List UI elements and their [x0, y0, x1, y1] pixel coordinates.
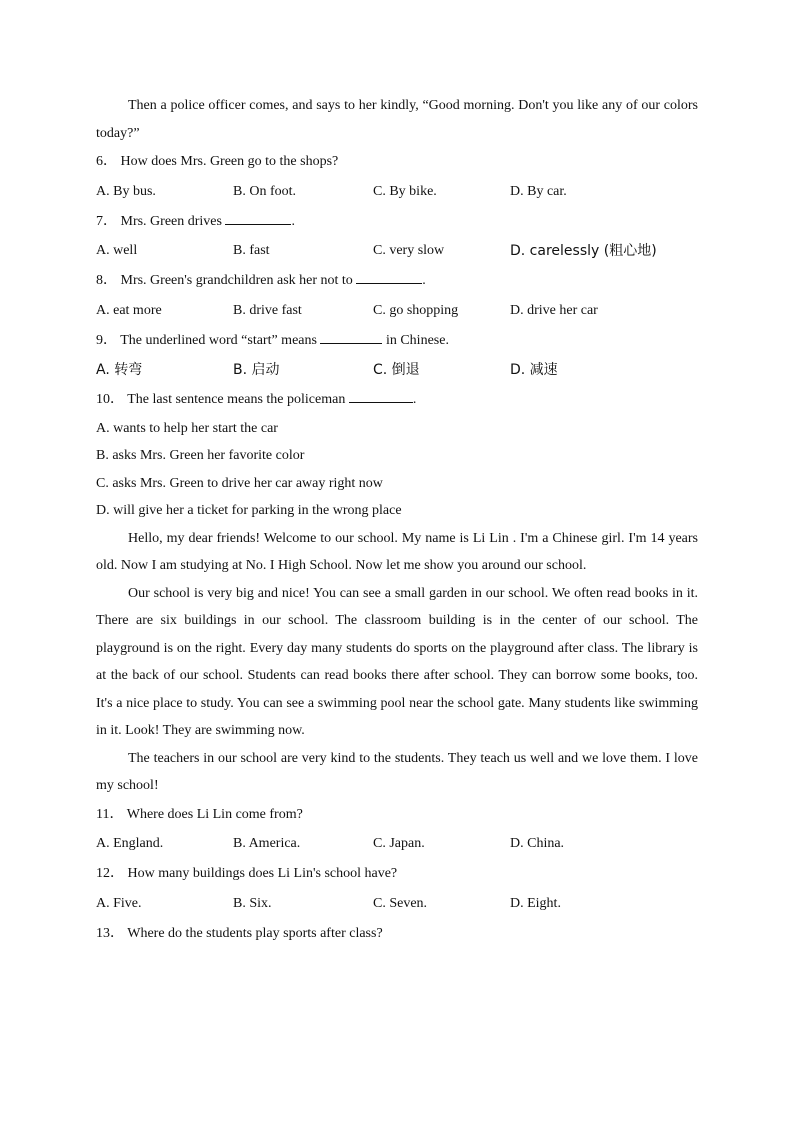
stem-text: 8． Mrs. Green's grandchildren ask her not to [96, 273, 353, 288]
stem-text: 7． Mrs. Green drives [96, 213, 222, 229]
option-c: C. Seven. [373, 895, 428, 911]
option-a: A. England. [96, 836, 164, 851]
stem-end: . [291, 213, 295, 229]
option-a: A. well [96, 243, 138, 258]
option-b: B. America. [233, 836, 301, 851]
answer-blank [349, 388, 413, 403]
passage-2-paragraph-3: The teachers in our school are very kind to the students. They teach us well and we love them. I love my school! [96, 750, 698, 793]
option-d: D. China. [510, 836, 565, 851]
option-d: D. 减速 [510, 362, 558, 378]
question-7-stem [96, 207, 698, 237]
stem-end: in Chinese. [385, 332, 449, 348]
question-6-options [96, 177, 698, 207]
option-b: B. fast [233, 243, 270, 258]
question-8-options [96, 296, 698, 326]
option-d: D. By car. [510, 183, 567, 199]
option-d: D. will give her a ticket for parking in the wrong place [96, 503, 402, 518]
option-d: D. carelessly (粗心地) [510, 243, 657, 259]
stem-text: 10． The last sentence means the policeman [96, 392, 346, 407]
passage-2-paragraph-1: Hello, my dear friends! Welcome to our school. My name is Li Lin . I'm a Chinese girl. I'm 14 years old. Now I am studying at No. I High School. Now let me show you around our school. [96, 530, 698, 573]
option-c: C. asks Mrs. Green to drive her car away right now [96, 475, 383, 491]
option-d: D. Eight. [510, 895, 561, 911]
question-9-options [96, 355, 698, 385]
option-a: A. wants to help her start the car [96, 420, 278, 436]
stem-text: 9． The underlined word “start” means [96, 332, 317, 348]
option-b: B. asks Mrs. Green her favorite color [96, 448, 305, 463]
stem-end: . [422, 273, 426, 288]
option-b: B. Six. [233, 895, 272, 911]
option-a: A. Five. [96, 895, 142, 911]
question-13-stem: 13． Where do the students play sports after class? [96, 925, 383, 941]
option-c: C. By bike. [373, 183, 437, 199]
option-b: B. On foot. [233, 183, 296, 199]
option-c: C. Japan. [373, 836, 425, 851]
question-10-stem [96, 385, 698, 415]
question-8-stem [96, 266, 698, 296]
question-9-stem [96, 326, 698, 356]
option-c: C. very slow [373, 243, 445, 258]
question-7-options [96, 236, 698, 266]
option-a: A. By bus. [96, 183, 156, 199]
stem-end: . [412, 392, 417, 407]
question-11-stem: 11． Where does Li Lin come from? [96, 806, 303, 822]
option-b: B. 启动 [233, 362, 280, 378]
question-12-stem: 12． How many buildings does Li Lin's school have? [96, 866, 398, 881]
question-12-options [96, 889, 698, 919]
exam-page [96, 92, 698, 948]
question-6-stem: 6． How does Mrs. Green go to the shops? [96, 154, 339, 169]
option-d: D. drive her car [510, 302, 598, 318]
passage-1-ending: Then a police officer comes, and says to her kindly, “Good morning. Don't you like any of our colors today?” [96, 98, 698, 141]
passage-2-paragraph-2: Our school is very big and nice! You can see a small garden in our school. We often read books in it. There are six buildings in our school. The classroom building is in the center of our school. The playground is on the right. Every day many students do sports on the playground after class. The library is at the back of our school. Students can read books there after school. They can borrow some books, too. It's a nice place to study. You can see a swimming pool near the school gate. Many students like swimming in it. Look! They are swimming now. [96, 585, 698, 738]
option-c: C. 倒退 [373, 362, 420, 378]
option-a: A. 转弯 [96, 362, 143, 378]
option-b: B. drive fast [233, 302, 302, 318]
option-a: A. eat more [96, 302, 162, 318]
question-11-options [96, 829, 698, 859]
answer-blank [356, 269, 422, 284]
answer-blank [225, 210, 291, 225]
option-c: C. go shopping [373, 302, 459, 318]
answer-blank [320, 329, 382, 344]
